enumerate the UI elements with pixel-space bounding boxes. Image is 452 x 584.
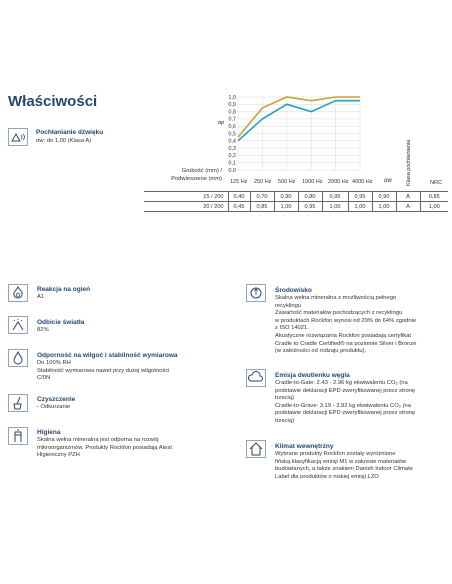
prop-title: Emisja dwutlenku węgla [275,372,350,379]
indoor-climate-icon [246,440,266,458]
table-cell: 0,40 [228,192,250,202]
sound-absorption-icon [8,128,28,146]
prop-text: Skalna wełna mineralna jest odporna na rozwój mikroorganizmów. Produkty Rockfon posiadają Atest Higieniczny PZH [37,437,173,459]
aw-label: αw [384,178,392,184]
chart-y-tick-label: 1,0 [228,94,236,101]
freq-label: 1000 Hz [302,179,323,185]
chart-y-tick-label: 0,5 [228,131,236,138]
absorption-text: αw: do 1,00 (Klasa A) [36,138,92,144]
class-label: Klasa pochłaniania [406,139,412,186]
table-cell: 1,00 [348,202,372,212]
freq-label: 500 Hz [278,179,296,185]
prop-title: Reakcja na ogień [37,286,91,293]
recycle-icon [246,284,266,302]
chart-ylabel: αp [218,120,225,126]
chart-series-line-1 [238,97,360,137]
prop-text: Do 100% RH Stabilność wymiarowa nawet przy dużej wilgotności C/0N [37,360,170,382]
humidity-icon [8,349,28,367]
prop-title: Odbicie światła [37,319,85,326]
chart-y-tick-label: 0,6 [228,124,236,130]
prop-title: Odporność na wilgoć i stabilność wymiarowa [37,352,178,359]
chart-y-tick-label: 0,4 [228,138,236,145]
absorption-title: Pochłanianie dźwięku [36,129,104,136]
chart-y-ticks [228,95,236,172]
chart-y-tick-label: 0,9 [228,102,236,109]
table-row [144,202,448,212]
table-cell: 1,00 [322,202,348,212]
chart-y-tick-label: 0,2 [228,153,236,160]
prop-text: Wybrane produkty Rockfon zostały wyróżnione fińską klasyfikacją emisji M1 w zakresie materiałów budowlanych, a także znakiem Danish Indoor Climate Label dla produktów o niskiej emisji LZO [275,451,413,480]
chart-y-tick-label: 0,3 [228,145,236,152]
table-cell: 0,95 [322,192,348,202]
table-cell-dims: 15 / 200 [144,192,228,202]
chart-y-tick-label: 0,8 [228,109,236,116]
co2-icon [246,369,266,387]
page-title: Właściwości [8,93,98,110]
table-cell-aw: 0,90 [372,192,396,202]
light-reflection-icon [8,316,28,334]
table-header-left [144,168,222,183]
prop-text: - Odkurzanie [37,404,71,410]
table-cell-aw: 1,00 [372,202,396,212]
prop-text: 82% [37,327,49,333]
nrc-label: NRC [430,180,443,186]
table-cell: 0,95 [348,192,372,202]
table-cell-nrc: 0,85 [428,193,440,200]
table-cell-class: A [396,202,420,212]
absorption-table [144,191,448,212]
table-cell-dims: 20 / 200 [144,202,228,212]
table-cell: 0,85 [250,202,274,212]
prop-title: Czyszczenie [37,396,76,403]
table-cell-nrc: 1,00 [428,203,440,210]
prop-title: Klimat wewnętrzny [275,443,334,450]
table-cell: 1,00 [274,202,298,212]
chart-series-line-0 [238,101,360,141]
prop-text: A1 [37,294,45,300]
table-cell: 0,95 [298,202,322,212]
chart-y-tick-label: 0,7 [228,116,236,123]
cleaning-icon [8,394,28,412]
table-cell: 0,45 [228,202,250,212]
table-cell: 0,90 [274,192,298,202]
chart-y-tick-label: 0,1 [228,160,236,167]
table-cell: 0,80 [298,192,322,202]
freq-label: 250 Hz [254,179,272,185]
absorption-chart [220,92,365,172]
table-cell: 0,70 [250,192,274,202]
freq-label: 125 Hz [230,179,248,185]
freq-header [230,179,378,189]
hygiene-icon [8,427,28,445]
fire-icon [8,284,28,302]
table-row [144,192,448,202]
table-cell-class: A [396,192,420,202]
prop-title: Higiena [37,429,61,436]
table-header-left-1: Grubość (mm) / [181,168,222,174]
freq-label: 4000 Hz [352,179,373,185]
prop-title: Środowisko [275,287,312,294]
prop-text: Skalna wełna mineralna z możliwością pełnego recyklingu Zawartość materiałów pochodzących z recyklingu w produktach Rockfon wynosi od 29% do 64% zgodnie z ISO 14021. Akustyczne rozwiązania Rockfon posiadają certyfikat Cradle to Cradle Certified® na poziomie Silver i Bronze (w zależności od rodzaju produktu). [275,295,417,355]
table-header-left-2: Podwieszenie (mm) [171,175,222,182]
chart-y-tick-label: 0,0 [228,167,236,172]
freq-label: 2000 Hz [328,179,349,185]
prop-text: Cradle-to-Gate: 2.43 - 2.96 kg ekwiwalentu CO₂ (na podstawie deklaracji EPD zweryfikowanej przez stronę trzecią) Cradle-to-Grave: 3.19 - 3.92 kg ekwiwalentu CO₂ (na podstawie deklaracji EPD zweryfikowanej przez stronę trzecią) [275,380,416,424]
